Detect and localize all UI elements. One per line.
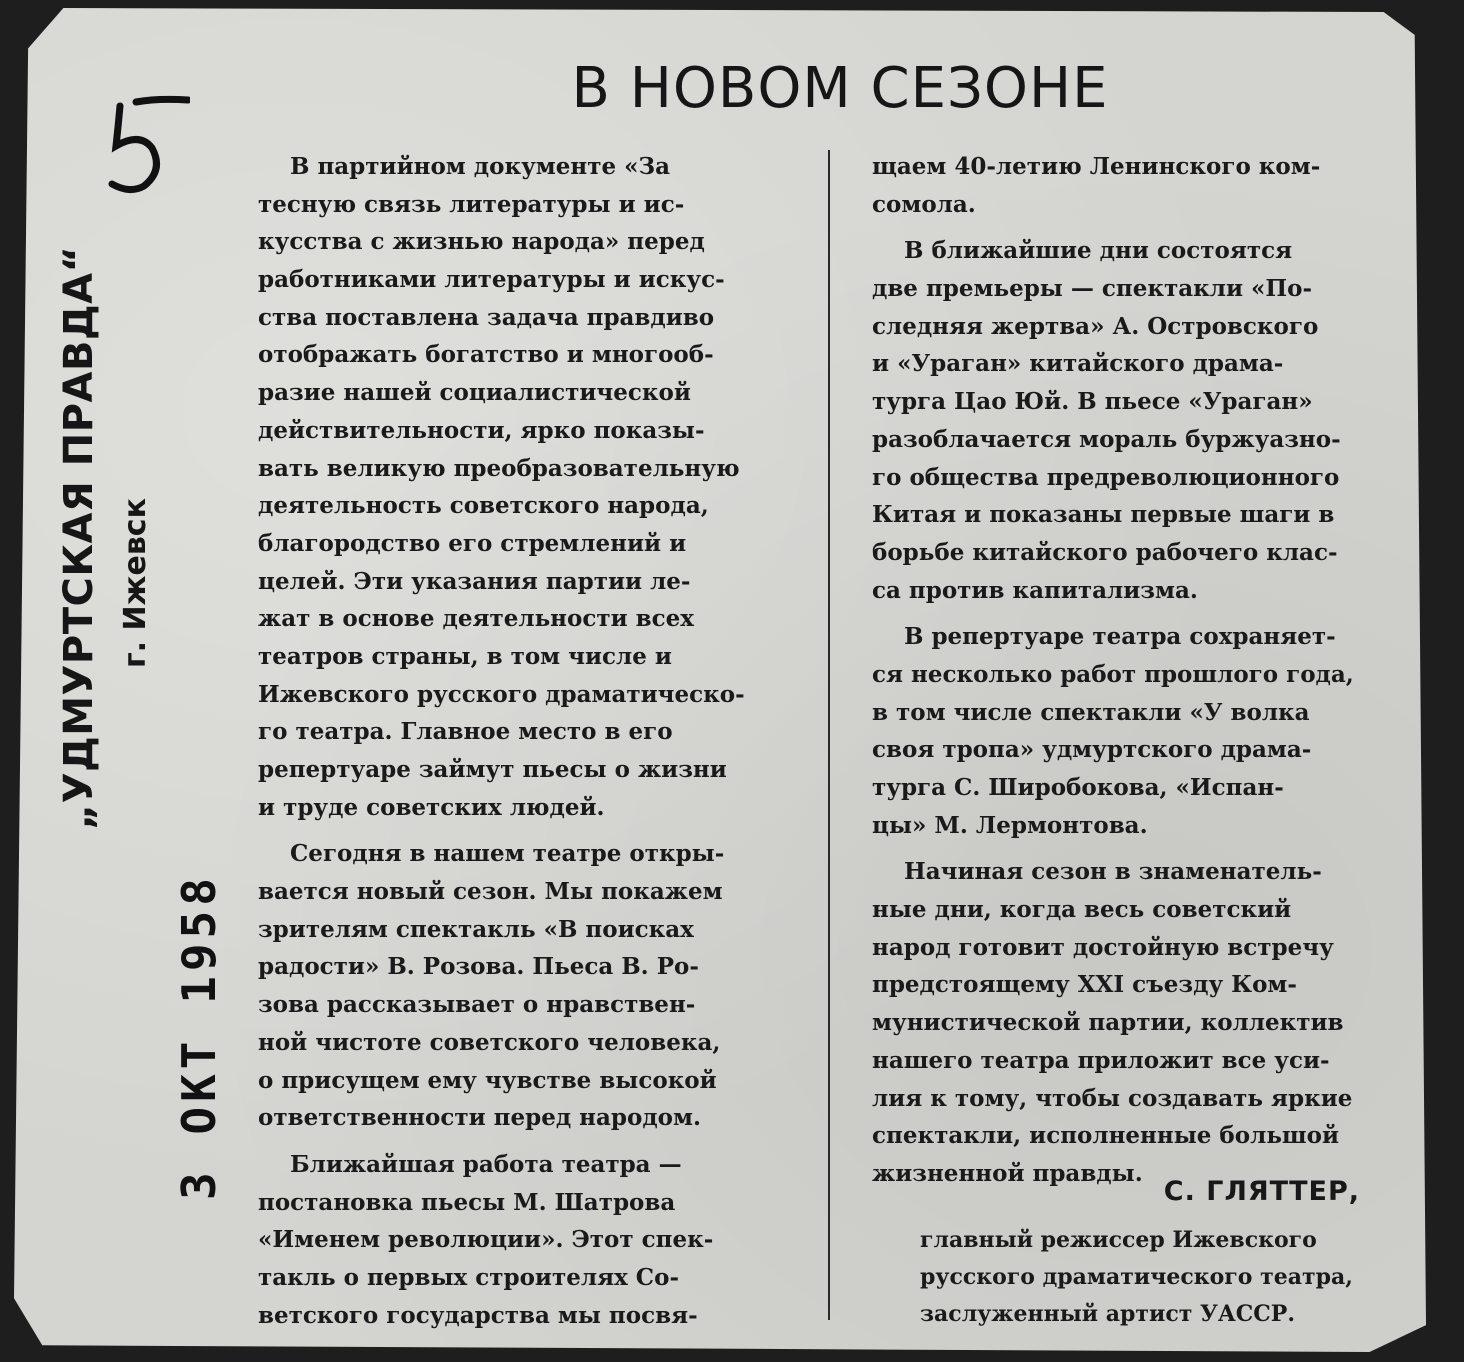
text-line: вается новый сезон. Мы покажем xyxy=(258,878,723,906)
column-divider xyxy=(828,150,830,1320)
text-line: ответственности перед народом. xyxy=(258,1104,701,1132)
text-line: о присущем ему чувстве высокой xyxy=(258,1066,717,1094)
text-line: Начиная сезон в знаменатель- xyxy=(904,858,1322,886)
text-line: радости» В. Розова. Пьеса В. Ро- xyxy=(258,953,699,981)
text-line: действительности, ярко показы- xyxy=(258,416,705,444)
text-line: такль о первых строителях Со- xyxy=(258,1263,679,1291)
text-line: предстоящему XXI съезду Ком- xyxy=(872,971,1297,999)
text-line: разоблачается мораль буржуазно- xyxy=(872,425,1341,453)
text-line: В ближайшие дни состоятся xyxy=(904,237,1293,265)
text-line: Сегодня в нашем театре откры- xyxy=(290,840,725,868)
text-line: ся несколько работ прошлого года, xyxy=(872,660,1354,688)
text-line: театров страны, в том числе и xyxy=(258,642,672,670)
text-line: Ижевского русского драматическо- xyxy=(258,680,745,708)
text-line: и «Ураган» китайского драма- xyxy=(872,350,1284,378)
text-line: своя тропа» удмуртского драма- xyxy=(872,736,1312,764)
text-line: нашего театра приложит все уси- xyxy=(872,1046,1330,1074)
text-line: зрителям спектакль «В поисках xyxy=(258,915,694,943)
text-line: лия к тому, чтобы создавать яркие xyxy=(872,1084,1353,1112)
text-line: жизненной правды. xyxy=(872,1159,1143,1187)
text-line: Китая и показаны первые шаги в xyxy=(872,501,1335,529)
text-line: го общества предреволюционного xyxy=(872,463,1340,491)
text-line: вать великую преобразовательную xyxy=(258,454,740,482)
text-line: зова рассказывает о нравствен- xyxy=(258,991,696,1019)
text-line: народ готовит достойную встречу xyxy=(872,933,1334,961)
text-line: кусства с жизнью народа» перед xyxy=(258,228,705,256)
text-line: работниками литературы и искус- xyxy=(258,266,725,294)
text-line: В партийном документе «За xyxy=(290,153,671,180)
text-line: В репертуаре театра сохраняет- xyxy=(904,623,1336,651)
text-line: турга Цао Юй. В пьесе «Ураган» xyxy=(872,388,1313,416)
text-line: «Именем революции». Этот спек- xyxy=(258,1226,714,1254)
text-line: Ближайшая работа театра — xyxy=(290,1150,682,1178)
date-stamp: 3 ОКТ 1958 xyxy=(172,873,226,1200)
text-line: цы» М. Лермонтова. xyxy=(872,811,1148,839)
text-line: мунистической партии, коллектив xyxy=(872,1009,1344,1037)
article-title: В НОВОМ СЕЗОНЕ xyxy=(571,56,1109,121)
text-line: спектакли, исполненные большой xyxy=(872,1122,1340,1150)
text-line: сомола. xyxy=(872,190,976,218)
author-role-line: главный режиссер Ижевского xyxy=(920,1227,1317,1253)
text-line: деятельность советского народа, xyxy=(258,492,709,520)
text-line: щаем 40-летию Ленинского ком- xyxy=(872,153,1321,180)
author-name: С. ГЛЯТТЕР, xyxy=(1163,1176,1360,1207)
article-column-left xyxy=(258,148,798,1334)
text-line: две премьеры — спектакли «По- xyxy=(872,275,1312,303)
text-line: ства поставлена задача правдиво xyxy=(258,303,715,331)
text-line: ной чистоте советского человека, xyxy=(258,1028,721,1056)
text-line: турга С. Широбокова, «Испан- xyxy=(872,774,1284,801)
author-role xyxy=(920,1222,1420,1333)
text-line: благородство его стремлений и xyxy=(258,529,687,557)
text-line: целей. Эти указания партии ле- xyxy=(258,567,691,595)
text-line: са против капитализма. xyxy=(872,576,1198,604)
text-line: борьбе китайского рабочего клас- xyxy=(872,538,1338,566)
text-line: отображать богатство и многооб- xyxy=(258,341,714,369)
handwritten-number-mark xyxy=(100,88,190,198)
text-line: ветского государства мы посвя- xyxy=(258,1301,698,1329)
author-role-line: заслуженный артист УАССР. xyxy=(920,1301,1295,1327)
article-column-right xyxy=(872,148,1412,1202)
text-line: ные дни, когда весь советский xyxy=(872,896,1292,924)
newspaper-name: „УДМУРТСКАЯ ПРАВДА“ xyxy=(56,245,102,830)
text-line: и труде советских людей. xyxy=(258,793,605,821)
text-line: в том числе спектакли «У волка xyxy=(872,698,1310,726)
text-line: жат в основе деятельности всех xyxy=(258,605,695,633)
text-line: разие нашей социалистической xyxy=(258,379,691,407)
text-line: репертуаре займут пьесы о жизни xyxy=(258,756,727,783)
text-line: го театра. Главное место в его xyxy=(258,718,673,746)
text-line: тесную связь литературы и ис- xyxy=(258,190,685,218)
text-line: постановка пьесы М. Шатрова xyxy=(258,1188,676,1216)
text-line: следняя жертва» А. Островского xyxy=(872,312,1319,340)
newspaper-city: г. Ижевск xyxy=(118,498,153,668)
author-role-line: русского драматического театра, xyxy=(920,1264,1353,1290)
